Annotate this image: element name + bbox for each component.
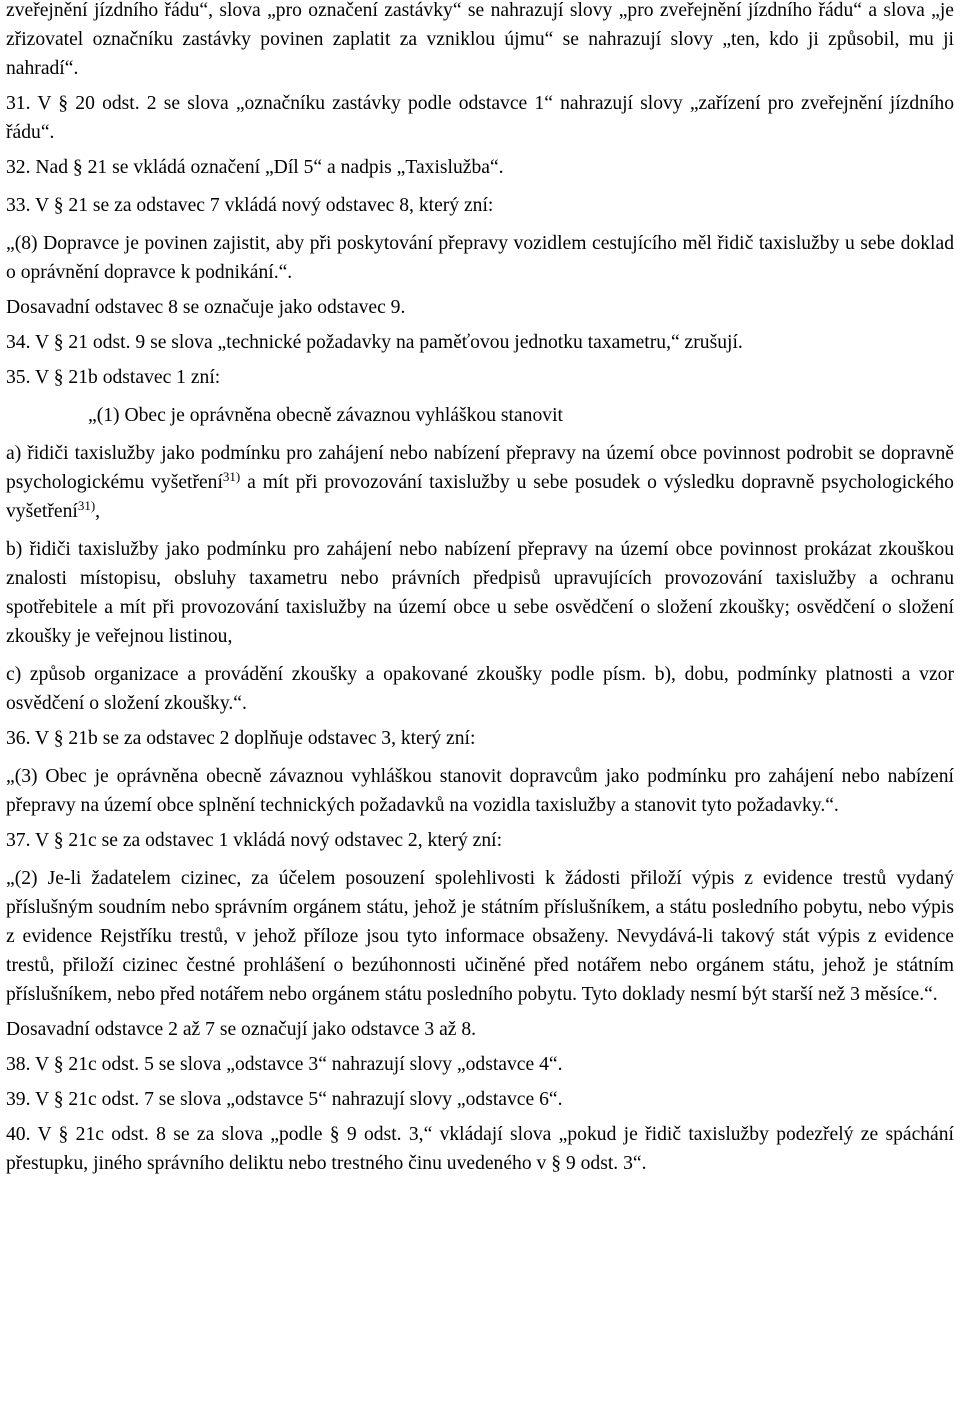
item-37: 37. V § 21c se za odstavec 1 vkládá nový odstavec 2, který zní: [6, 830, 503, 851]
item-35-letter-c: c) způsob organizace a provádění zkoušky a opakované zkoušky podle písm. b), dobu, podmínky platnosti a vzor osvědčení o složení zkoušky.“. [6, 664, 954, 714]
item-34: 34. V § 21 odst. 9 se slova „technické požadavky na paměťovou jednotku taxametru,“ zrušují. [6, 332, 743, 353]
item-40: 40. V § 21c odst. 8 se za slova „podle § 9 odst. 3,“ vkládají slova „pokud je řidič taxislužby podezřelý ze spáchání přestupku, jiného správního deliktu nebo trestného činu uvedeného v § 9 odst. 3“. [6, 1124, 954, 1174]
item-35-letter-a [6, 439, 954, 526]
item-33-quoted-paragraph: „(8) Dopravce je povinen zajistit, aby při poskytování přepravy vozidlem cestujícího měl řidič taxislužby u sebe doklad o oprávnění dopravce k podnikání.“. [6, 233, 954, 283]
item-38: 38. V § 21c odst. 5 se slova „odstavce 3“ nahrazují slovy „odstavce 4“. [6, 1054, 563, 1075]
item-37-quoted-paragraph: „(2) Je-li žadatelem cizinec, za účelem posouzení spolehlivosti k žádosti přiloží výpis z evidence trestů vydaný příslušným soudním nebo správním orgánem státu, jehož je státním příslušníkem, a státu posledního pobytu, nebo výpis z evidence Rejstříku trestů, v jehož příloze jsou tyto informace obsaženy. Nevydává-li takový stát výpis z evidence trestů, přiloží cizinec čestné prohlášení o bezúhonnosti učiněné před notářem nebo orgánem státu, jehož je státním příslušníkem, nebo před notářem nebo orgánem státu posledního pobytu. Tyto doklady nesmí být starší než 3 měsíce.“. [6, 868, 954, 1005]
footnote-ref: 31) [77, 498, 96, 513]
letter-a-text-1: a) řidiči taxislužby jako podmínku pro zahájení nebo nabízení přepravy na území obce povinnost podrobit se dopravně psychologickému vyšetření [6, 443, 954, 493]
letter-a-text-2: a mít při provozování taxislužby u sebe posudek o výsledku dopravně psychologického vyšetření [6, 472, 954, 522]
paragraph-continuation: zveřejnění jízdního řádu“, slova „pro označení zastávky“ se nahrazují slovy „pro zveřejnění jízdního řádu“ a slova „je zřizovatel označníku zastávky povinen zaplatit za vzniklou újmu“ se nahrazují slovy „ten, kdo ji způsobil, mu ji nahradí“. [6, 0, 954, 79]
item-35-quoted-intro: „(1) Obec je oprávněna obecně závaznou vyhláškou stanovit [88, 405, 563, 426]
item-36-quoted-paragraph: „(3) Obec je oprávněna obecně závaznou vyhláškou stanovit dopravcům jako podmínku pro zahájení nebo nabízení přepravy na území obce splnění technických požadavků na vozidla taxislužby a stanovit tyto požadavky.“. [6, 766, 954, 816]
item-36: 36. V § 21b se za odstavec 2 doplňuje odstavec 3, který zní: [6, 728, 476, 749]
footnote-ref: 31) [222, 469, 241, 484]
item-35-letter-b: b) řidiči taxislužby jako podmínku pro zahájení nebo nabízení přepravy na území obce povinnost prokázat zkouškou znalosti místopisu, obsluhy taxametru nebo právních předpisů upravujících provozování taxislužby a ochranu spotřebitele a mít při provozování taxislužby na území obce u sebe osvědčení o složení zkoušky; osvědčení o složení zkoušky je veřejnou listinou, [6, 539, 954, 647]
item-32: 32. Nad § 21 se vkládá označení „Díl 5“ a nadpis „Taxislužba“. [6, 157, 504, 178]
item-39: 39. V § 21c odst. 7 se slova „odstavce 5“ nahrazují slovy „odstavce 6“. [6, 1089, 563, 1110]
item-37-note: Dosavadní odstavce 2 až 7 se označují jako odstavce 3 až 8. [6, 1019, 477, 1040]
item-33: 33. V § 21 se za odstavec 7 vkládá nový odstavec 8, který zní: [6, 195, 494, 216]
letter-a-text-3: , [95, 501, 101, 522]
item-31: 31. V § 20 odst. 2 se slova „označníku zastávky podle odstavce 1“ nahrazují slovy „zařízení pro zveřejnění jízdního řádu“. [6, 93, 954, 143]
item-33-note: Dosavadní odstavec 8 se označuje jako odstavec 9. [6, 297, 406, 318]
item-35: 35. V § 21b odstavec 1 zní: [6, 367, 221, 388]
